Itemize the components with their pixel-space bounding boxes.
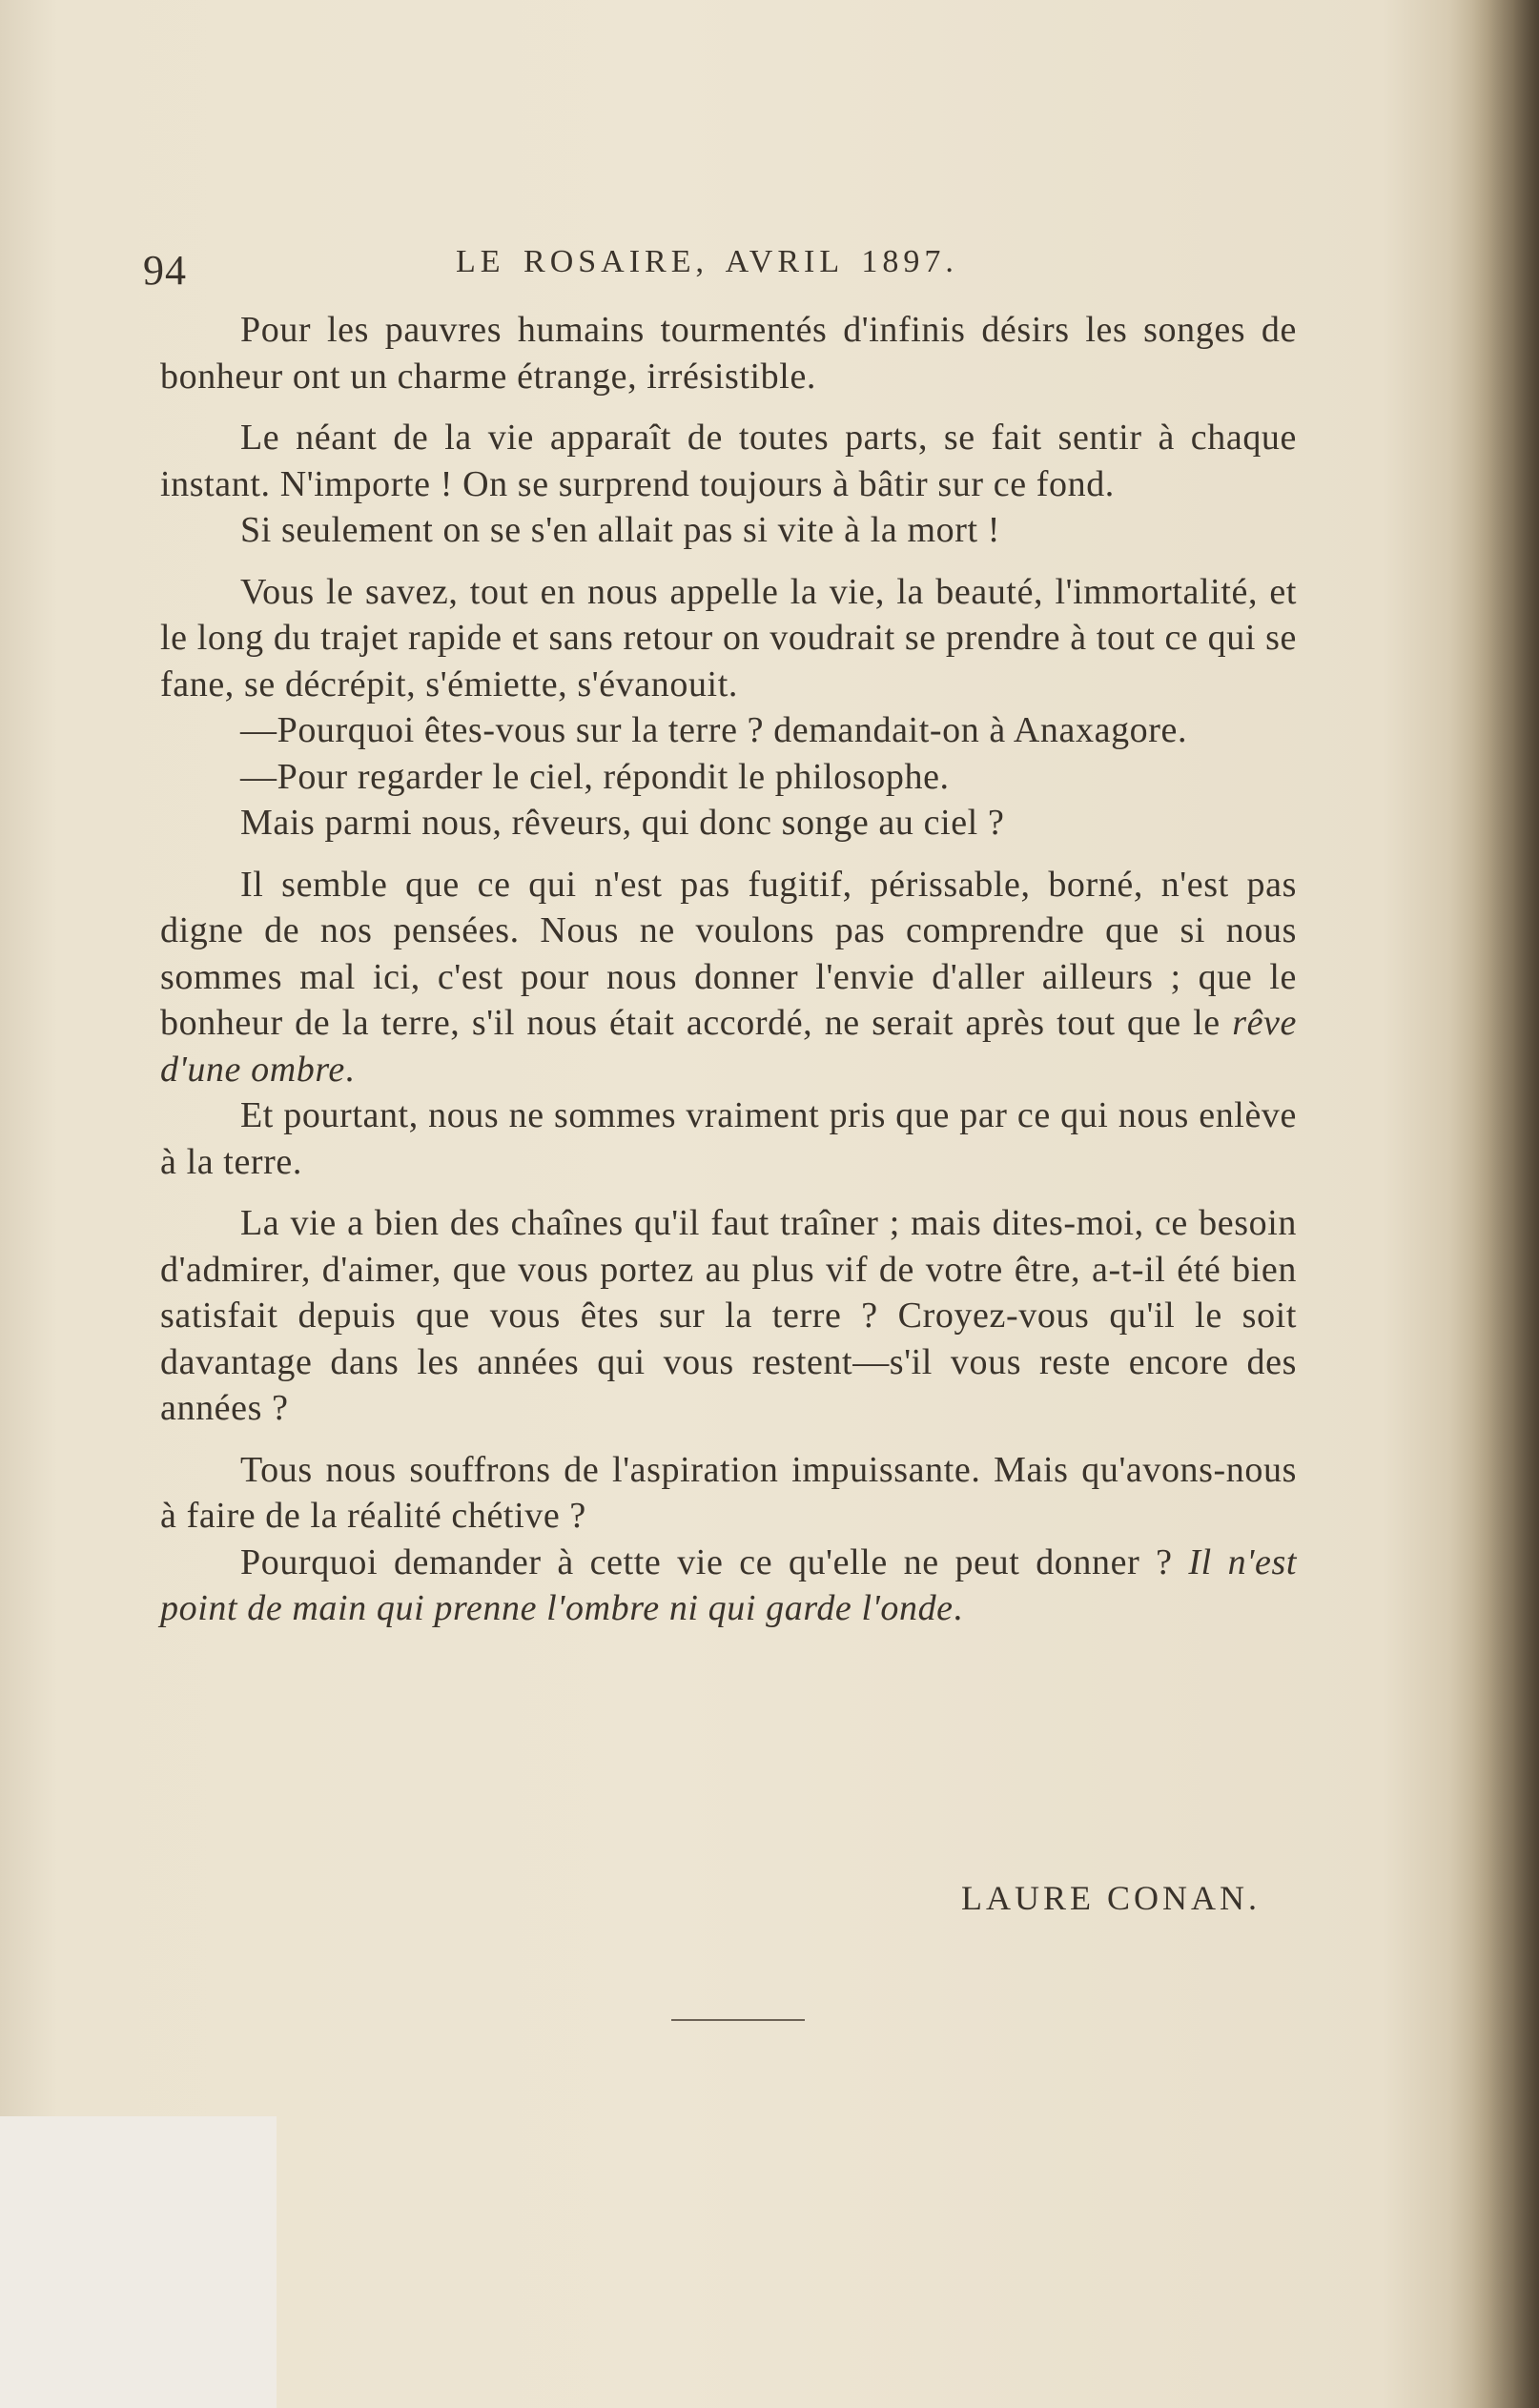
paragraph-12-italic: Il n'est point de main qui prenne l'ombre ni qui garde l'onde: [160, 1541, 1297, 1628]
paragraph-3: Si seulement on se s'en allait pas si vite à la mort !: [240, 510, 1000, 550]
paragraph-2: Le néant de la vie apparaît de toutes parts, se fait sentir à chaque instant. N'importe ! On se surprend toujours à bâtir sur ce fond.: [160, 418, 1297, 504]
paragraph-8-end: .: [344, 1049, 355, 1090]
paragraph-4: Vous le savez, tout en nous appelle la vie, la beauté, l'immortalité, et le long du trajet rapide et sans retour on voudrait se prendre à tout ce qui se fane, se décrépit, s'émiette, s'évanouit.: [160, 571, 1297, 704]
paragraph-11: Tous nous souffrons de l'aspiration impuissante. Mais qu'avons-nous à faire de la réalité chétive ?: [160, 1449, 1297, 1536]
running-title: LE ROSAIRE, AVRIL 1897.: [456, 244, 958, 279]
page-number: 94: [143, 247, 187, 294]
binding-edge-shadow: [1472, 0, 1539, 2408]
paragraph-12-end: .: [953, 1588, 963, 1628]
paragraph-7: Mais parmi nous, rêveurs, qui donc songe au ciel ?: [240, 803, 1005, 843]
article-body: [160, 307, 1297, 1632]
paragraph-12-text: Pourquoi demander à cette vie ce qu'elle ne peut donner ?: [240, 1541, 1189, 1582]
paragraph-1: Pour les pauvres humains tourmentés d'infinis désirs les songes de bonheur ont un charme étrange, irrésistible.: [160, 310, 1297, 397]
paragraph-10: La vie a bien des chaînes qu'il faut traîner ; mais dites-moi, ce besoin d'admirer, d'aimer, que vous portez au plus vif de votre être, a-t-il été bien satisfait depuis que vous êtes sur la terre ? Croyez-vous qu'il le soit davantage dans les années qui vous restent—s'il vous reste encore des années ?: [160, 1203, 1297, 1428]
paragraph-12: [160, 1540, 1297, 1632]
paragraph-8-text: Il semble que ce qui n'est pas fugitif, périssable, borné, n'est pas digne de nos pensées. Nous ne voulons pas comprendre que si nous sommes mal ici, c'est pour nous donner l'envie d'aller ailleurs ; que le bonheur de la terre, s'il nous était accordé, ne serait après tout que le: [160, 864, 1297, 1043]
section-divider: [671, 2019, 805, 2021]
paragraph-9: Et pourtant, nous ne sommes vraiment pris que par ce qui nous enlève à la terre.: [160, 1095, 1297, 1182]
paragraph-5: —Pourquoi êtes-vous sur la terre ? demandait-on à Anaxagore.: [240, 710, 1188, 750]
author-signature: LAURE CONAN.: [961, 1879, 1261, 1917]
paragraph-8: [160, 862, 1297, 1093]
paragraph-8-italic: rêve d'une ombre: [160, 1003, 1297, 1090]
paragraph-6: —Pour regarder le ciel, répondit le philosophe.: [240, 756, 950, 797]
scan-corner-patch: [0, 2116, 277, 2408]
